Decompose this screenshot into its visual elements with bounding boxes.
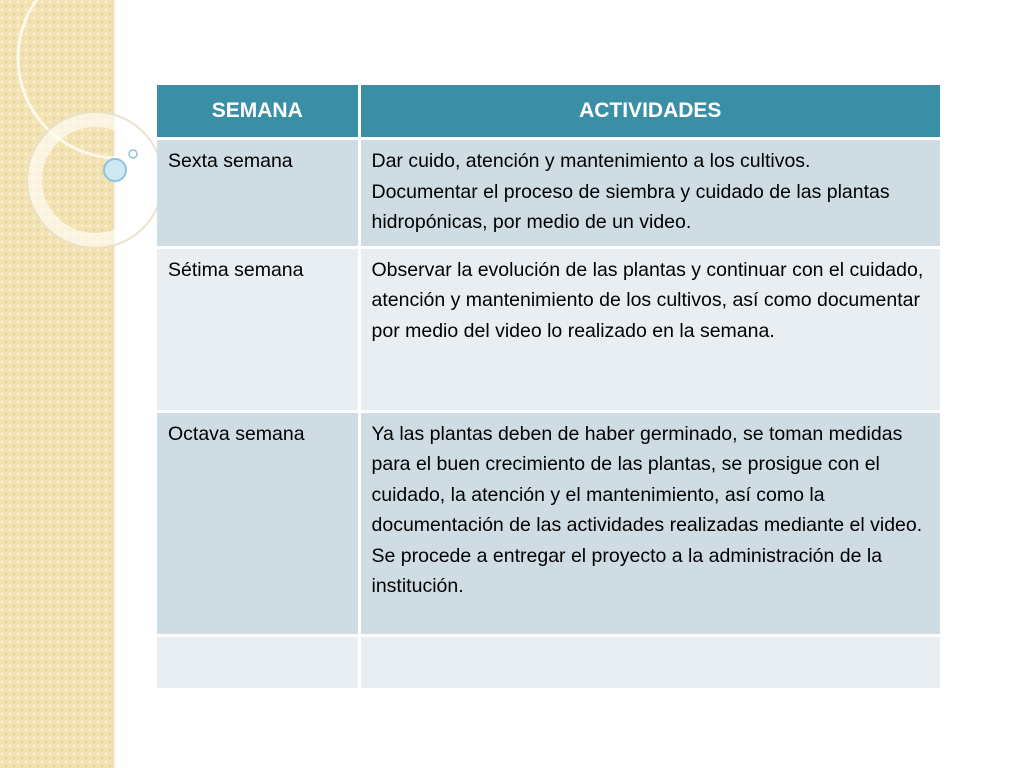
header-week: SEMANA: [157, 85, 359, 139]
activity-line: Dar cuido, atención y mantenimiento a los cultivos.: [371, 150, 811, 172]
week-cell: Octava semana: [157, 411, 359, 635]
table-row: [157, 247, 940, 411]
table-row: [157, 139, 940, 248]
activities-cell: [359, 635, 940, 689]
week-cell: Sexta semana: [157, 139, 359, 248]
activities-table-container: [157, 85, 940, 691]
bubble-large: [104, 159, 126, 181]
activities-table: [157, 85, 940, 691]
table-row: [157, 411, 940, 635]
table-row-empty: [157, 635, 940, 689]
activities-cell: [359, 139, 940, 248]
middle-ring-outline: [27, 112, 163, 248]
activities-cell: [359, 247, 940, 411]
week-cell: Sétima semana: [157, 247, 359, 411]
activities-cell: [359, 411, 940, 635]
activity-line: Observar la evolución de las plantas y continuar con el cuidado, atención y mantenimiento de los cultivos, así como documentar por medio del video lo realizado en la semana.: [371, 258, 924, 342]
activity-line: Se procede a entregar el proyecto a la administración de la institución.: [371, 544, 883, 597]
header-activities: ACTIVIDADES: [359, 85, 940, 139]
bubble-small: [129, 150, 137, 158]
activity-line: Documentar el proceso de siembra y cuidado de las plantas hidropónicas, por medio de un video.: [371, 180, 890, 233]
table-header-row: [157, 85, 940, 139]
activity-line: Ya las plantas deben de haber germinado, se toman medidas para el buen crecimiento de las plantas, se prosigue con el cuidado, la atención y el mantenimiento, así como la documentación de las actividades realizadas mediante el video.: [371, 422, 923, 536]
middle-ring: [35, 120, 155, 240]
week-cell: [157, 635, 359, 689]
